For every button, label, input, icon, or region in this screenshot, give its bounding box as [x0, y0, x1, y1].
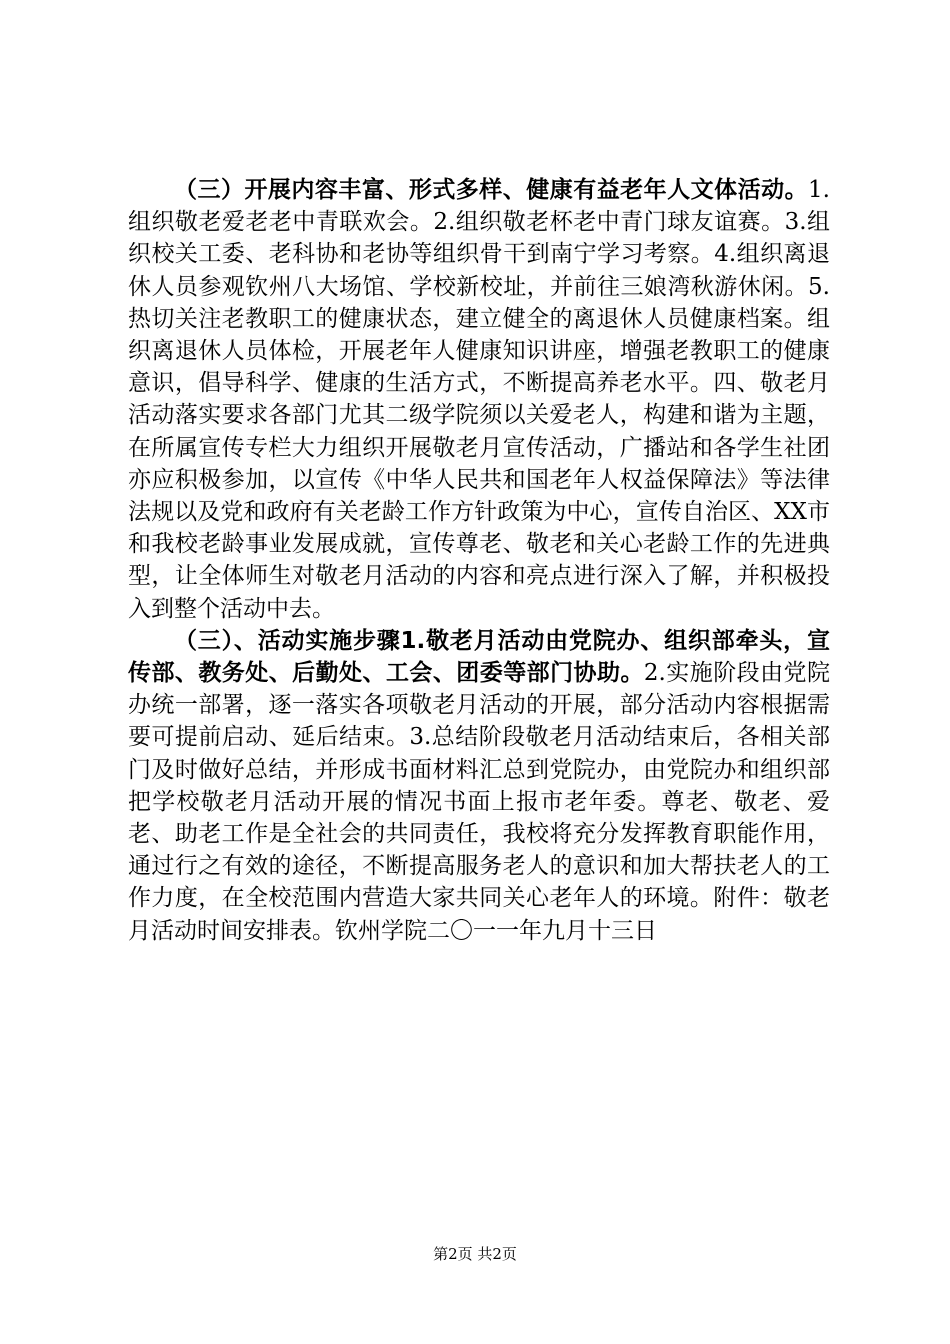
paragraph-activities	[128, 174, 830, 625]
paragraph-text: 1.组织敬老爱老老中青联欢会。2.组织敬老杯老中青门球友谊赛。3.组织校关工委、老科协和老协等组织骨干到南宁学习考察。4.组织离退休人员参观钦州八大场馆、学校新校址，并前往三娘湾秋游休闲。5.热切关注老教职工的健康状态，建立健全的离退休人员健康档案。组织离退休人员体检，开展老年人健康知识讲座，增强老教职工的健康意识，倡导科学、健康的生活方式，不断提高养老水平。四、敬老月活动落实要求各部门尤其二级学院须以关爱老人，构建和谐为主题，在所属宣传专栏大力组织开展敬老月宣传活动，广播站和各学生社团亦应积极参加，以宣传《中华人民共和国老年人权益保障法》等法律法规以及党和政府有关老龄工作方针政策为中心，宣传自治区、XX市和我校老龄事业发展成就，宣传尊老、敬老和关心老龄工作的先进典型，让全体师生对敬老月活动的内容和亮点进行深入了解，并积极投入到整个活动中去。	[128, 177, 830, 622]
paragraph-heading: （三）开展内容丰富、形式多样、健康有益老年人文体活动。	[174, 177, 809, 203]
paragraph-text: 2.实施阶段由党院办统一部署，逐一落实各项敬老月活动的开展，部分活动内容根据需要可提前启动、延后结束。3.总结阶段敬老月活动结束后，各相关部门及时做好总结，并形成书面材料汇总到党院办，由党院办和组织部把学校敬老月活动开展的情况书面上报市老年委。尊老、敬老、爱老、助老工作是全社会的共同责任，我校将充分发挥教育职能作用，通过行之有效的途径，不断提高服务老人的意识和加大帮扶老人的工作力度，在全校范围内营造大家共同关心老年人的环境。附件：敬老月活动时间安排表。钦州学院二〇一一年九月十三日	[128, 660, 830, 944]
document-body	[128, 174, 830, 947]
paragraph-heading: （三）、活动实施步骤1.敬老月活动由党院办、组织部牵头，宣传部、教务处、后勤处、工会、团委等部门协助。	[128, 627, 830, 687]
page-footer: 第2页 共2页	[433, 1245, 517, 1263]
paragraph-steps	[128, 625, 830, 947]
